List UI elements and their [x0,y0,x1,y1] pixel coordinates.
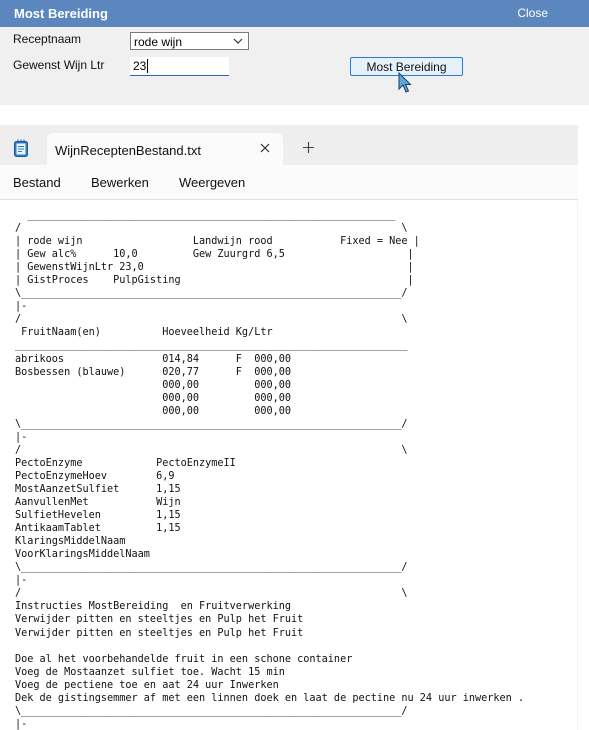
plus-icon[interactable] [302,141,315,154]
text-line: FruitNaam(en) Hoeveelheid Kg/Ltr [15,327,273,339]
text-line: |- [15,718,28,730]
text-line: \______________________________________________________________/ [15,418,408,430]
text-line: Verwijder pitten en steeltjes en Pulp het Fruit [15,614,304,626]
text-line: AanvullenMet Wijn [15,497,181,509]
text-line: abrikoos 014,84 F 000,00 [15,353,292,365]
tab-strip [0,125,578,165]
menu-bestand[interactable]: Bestand [13,175,61,190]
text-line: SulfietHevelen 1,15 [15,510,181,522]
text-line: | Gew alc% 10,0 Gew Zuurgrd 6,5 | [15,249,414,261]
tab-title: WijnReceptenBestand.txt [55,143,201,158]
scrollbar-track[interactable] [577,201,578,730]
text-line: / \ [15,314,408,326]
mouse-pointer-icon [398,72,412,94]
text-line: Verwijder pitten en steeltjes en Pulp het Fruit [15,627,304,639]
menu-weergeven[interactable]: Weergeven [179,175,246,190]
document-text [15,209,524,730]
text-caret [147,59,148,73]
text-line [15,640,524,653]
text-line: MostAanzetSulfiet 1,15 [15,483,181,495]
text-line: PectoEnzyme PectoEnzymeII [15,457,236,469]
text-line: \______________________________________________________________/ [15,288,408,300]
window-gap [0,105,589,125]
most-bereiding-dialog [0,0,589,105]
text-line: VoorKlaringsMiddelNaam [15,549,150,561]
close-icon[interactable] [259,142,271,154]
gewenst-wijn-ltr-value: 23 [133,59,147,73]
text-line: / \ [15,444,408,456]
text-line: 000,00 000,00 [15,379,292,391]
receptnaam-label: Receptnaam [13,32,82,46]
chevron-down-icon [232,35,244,47]
menu-bar [0,165,578,200]
recipe-select-value: rode wijn [134,35,183,49]
text-line: ________________________________________________________________ [15,340,408,352]
text-line: Voeg de pectiene toe en aat 24 uur Inwerken [15,679,279,691]
text-line: | rode wijn Landwijn rood Fixed = Nee | [15,236,420,248]
text-line: ____________________________________________________________ [15,210,396,221]
text-line: PectoEnzymeHoev 6,9 [15,470,175,482]
text-line: Instructies MostBereiding en Fruitverwerking [15,601,292,613]
text-line: | GistProces PulpGisting | [15,275,414,287]
text-line: Bosbessen (blauwe) 020,77 F 000,00 [15,366,292,378]
text-line: / \ [15,588,408,600]
notepad-window [0,125,578,730]
text-line: Voeg de Mostaanzet sulfiet toe. Wacht 15 min [15,666,285,678]
menu-bewerken[interactable]: Bewerken [91,175,149,190]
text-line: Dek de gistingsemmer af met een linnen doek en laat de pectine nu 24 uur inwerken . [15,692,525,704]
close-button[interactable]: Close [517,6,548,20]
gewenst-wijn-ltr-label: Gewenst Wijn Ltr [13,58,105,72]
text-line: |- [15,301,28,313]
text-line: \______________________________________________________________/ [15,562,408,574]
text-line: |- [15,575,28,587]
gewenst-wijn-ltr-input[interactable] [130,57,229,76]
text-line: AntikaamTablet 1,15 [15,523,181,535]
text-line: |- [15,431,28,443]
notepad-icon [13,139,29,157]
tab-wijnreceptenbestand[interactable] [47,133,283,165]
text-line: Doe al het voorbehandelde fruit in een schone container [15,653,353,665]
text-line: | GewenstWijnLtr 23,0 | [15,262,414,274]
text-line: KlaringsMiddelNaam [15,536,126,548]
recipe-select[interactable] [130,32,249,50]
most-bereiding-button[interactable]: Most Bereiding [350,57,463,76]
text-line: 000,00 000,00 [15,392,292,404]
text-line: / \ [15,223,408,235]
text-line: \______________________________________________________________/ [15,705,408,717]
text-line: 000,00 000,00 [15,405,292,417]
dialog-titlebar [0,0,589,27]
text-editor[interactable] [0,201,578,730]
dialog-title: Most Bereiding [14,6,108,21]
